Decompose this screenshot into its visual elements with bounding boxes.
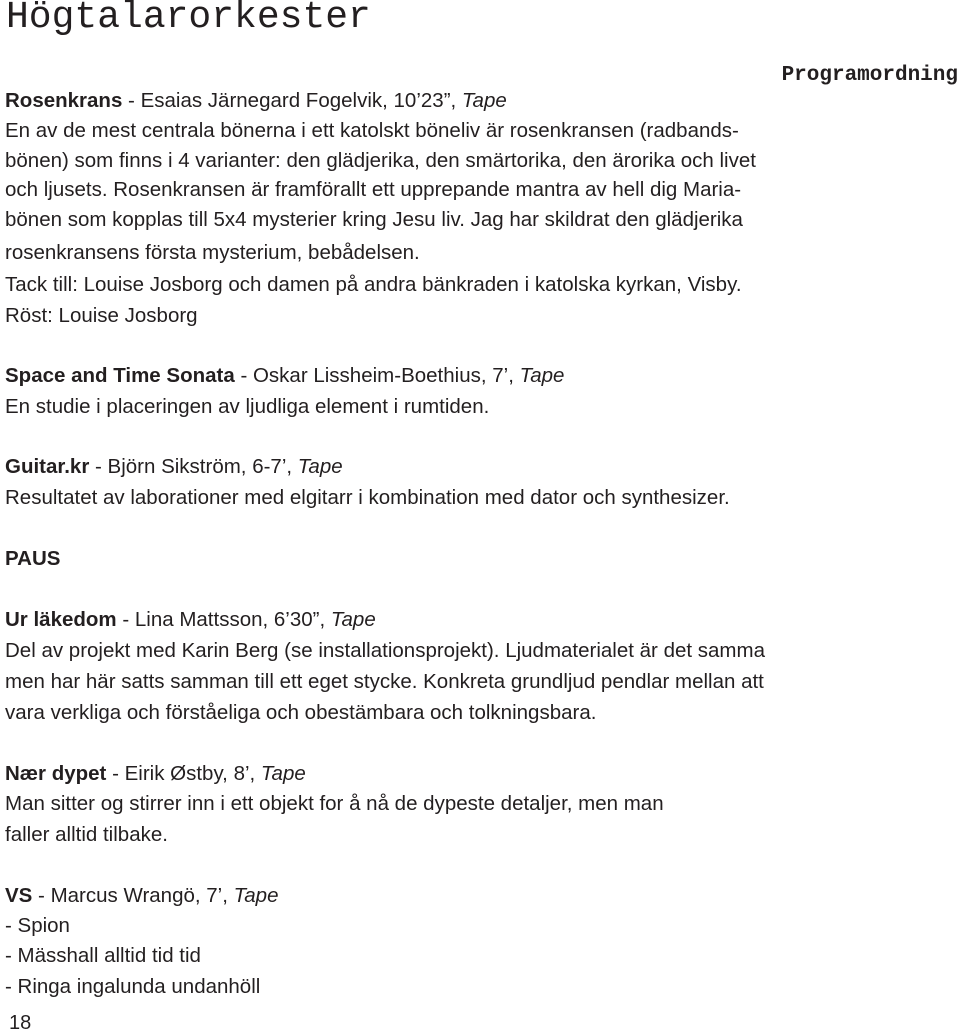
- description-line: Röst: Louise Josborg: [5, 304, 198, 327]
- description-line: Resultatet av laborationer med elgitarr i kombination med dator och synthesizer.: [5, 486, 730, 509]
- description-line: En av de mest centrala bönerna i ett katolskt böneliv är rosenkransen (radbands-: [5, 119, 739, 142]
- description-line: Del av projekt med Karin Berg (se installationsprojekt). Ljudmaterialet är det samma: [5, 639, 765, 662]
- piece-credit: - Marcus Wrangö, 7’,: [32, 884, 234, 907]
- piece-heading: [5, 883, 278, 909]
- piece-heading: [5, 607, 376, 633]
- piece-credit: - Oskar Lissheim-Boethius, 7’,: [234, 364, 520, 387]
- description-line: och ljusets. Rosenkransen är framförallt ett upprepande mantra av hell dig Maria-: [5, 178, 742, 201]
- description-line: bönen) som finns i 4 varianter: den glädjerika, den smärtorika, den ärorika och livet: [5, 149, 756, 172]
- description-line: faller alltid tilbake.: [5, 823, 168, 846]
- piece-title: Nær dypet: [5, 762, 107, 785]
- piece-credit: - Lina Mattsson, 6’30”,: [116, 608, 331, 631]
- list-item: - Mässhall alltid tid tid: [5, 944, 201, 967]
- intermission-label: PAUS: [5, 547, 61, 570]
- description-line: En studie i placeringen av ljudliga element i rumtiden.: [5, 395, 490, 418]
- description-line: Man sitter og stirrer inn i ett objekt for å nå de dypeste detaljer, men man: [5, 792, 664, 815]
- piece-medium: Tape: [260, 762, 306, 785]
- piece-title: Ur läkedom: [5, 608, 117, 631]
- piece-medium: Tape: [330, 608, 376, 631]
- piece-title: Rosenkrans: [5, 89, 123, 112]
- piece-heading: [5, 88, 507, 114]
- piece-heading: [5, 761, 306, 787]
- piece-heading: [5, 363, 564, 389]
- piece-title: Space and Time Sonata: [5, 364, 235, 387]
- piece-title: VS: [5, 884, 33, 907]
- description-line: rosenkransens första mysterium, bebådelsen.: [5, 241, 420, 264]
- piece-credit: - Björn Sikström, 6-7’,: [89, 455, 298, 478]
- piece-credit: - Eirik Østby, 8’,: [106, 762, 261, 785]
- piece-medium: Tape: [519, 364, 565, 387]
- list-item: - Spion: [5, 914, 70, 937]
- description-line: vara verkliga och förståeliga och obestämbara och tolkningsbara.: [5, 701, 597, 724]
- piece-medium: Tape: [461, 89, 507, 112]
- page-title: Högtalarorkester: [6, 0, 371, 39]
- piece-medium: Tape: [297, 455, 343, 478]
- description-line: Tack till: Louise Josborg och damen på andra bänkraden i katolska kyrkan, Visby.: [5, 273, 742, 296]
- piece-credit: - Esaias Järnegard Fogelvik, 10’23”,: [122, 89, 462, 112]
- piece-medium: Tape: [233, 884, 279, 907]
- description-line: men har här satts samman till ett eget stycke. Konkreta grundljud pendlar mellan att: [5, 670, 764, 693]
- piece-title: Guitar.kr: [5, 455, 90, 478]
- piece-heading: [5, 454, 343, 480]
- list-item: - Ringa ingalunda undanhöll: [5, 975, 261, 998]
- section-label: Programordning: [781, 64, 958, 87]
- description-line: bönen som kopplas till 5x4 mysterier kring Jesu liv. Jag har skildrat den glädjerika: [5, 208, 743, 231]
- page-number: 18: [9, 1012, 32, 1034]
